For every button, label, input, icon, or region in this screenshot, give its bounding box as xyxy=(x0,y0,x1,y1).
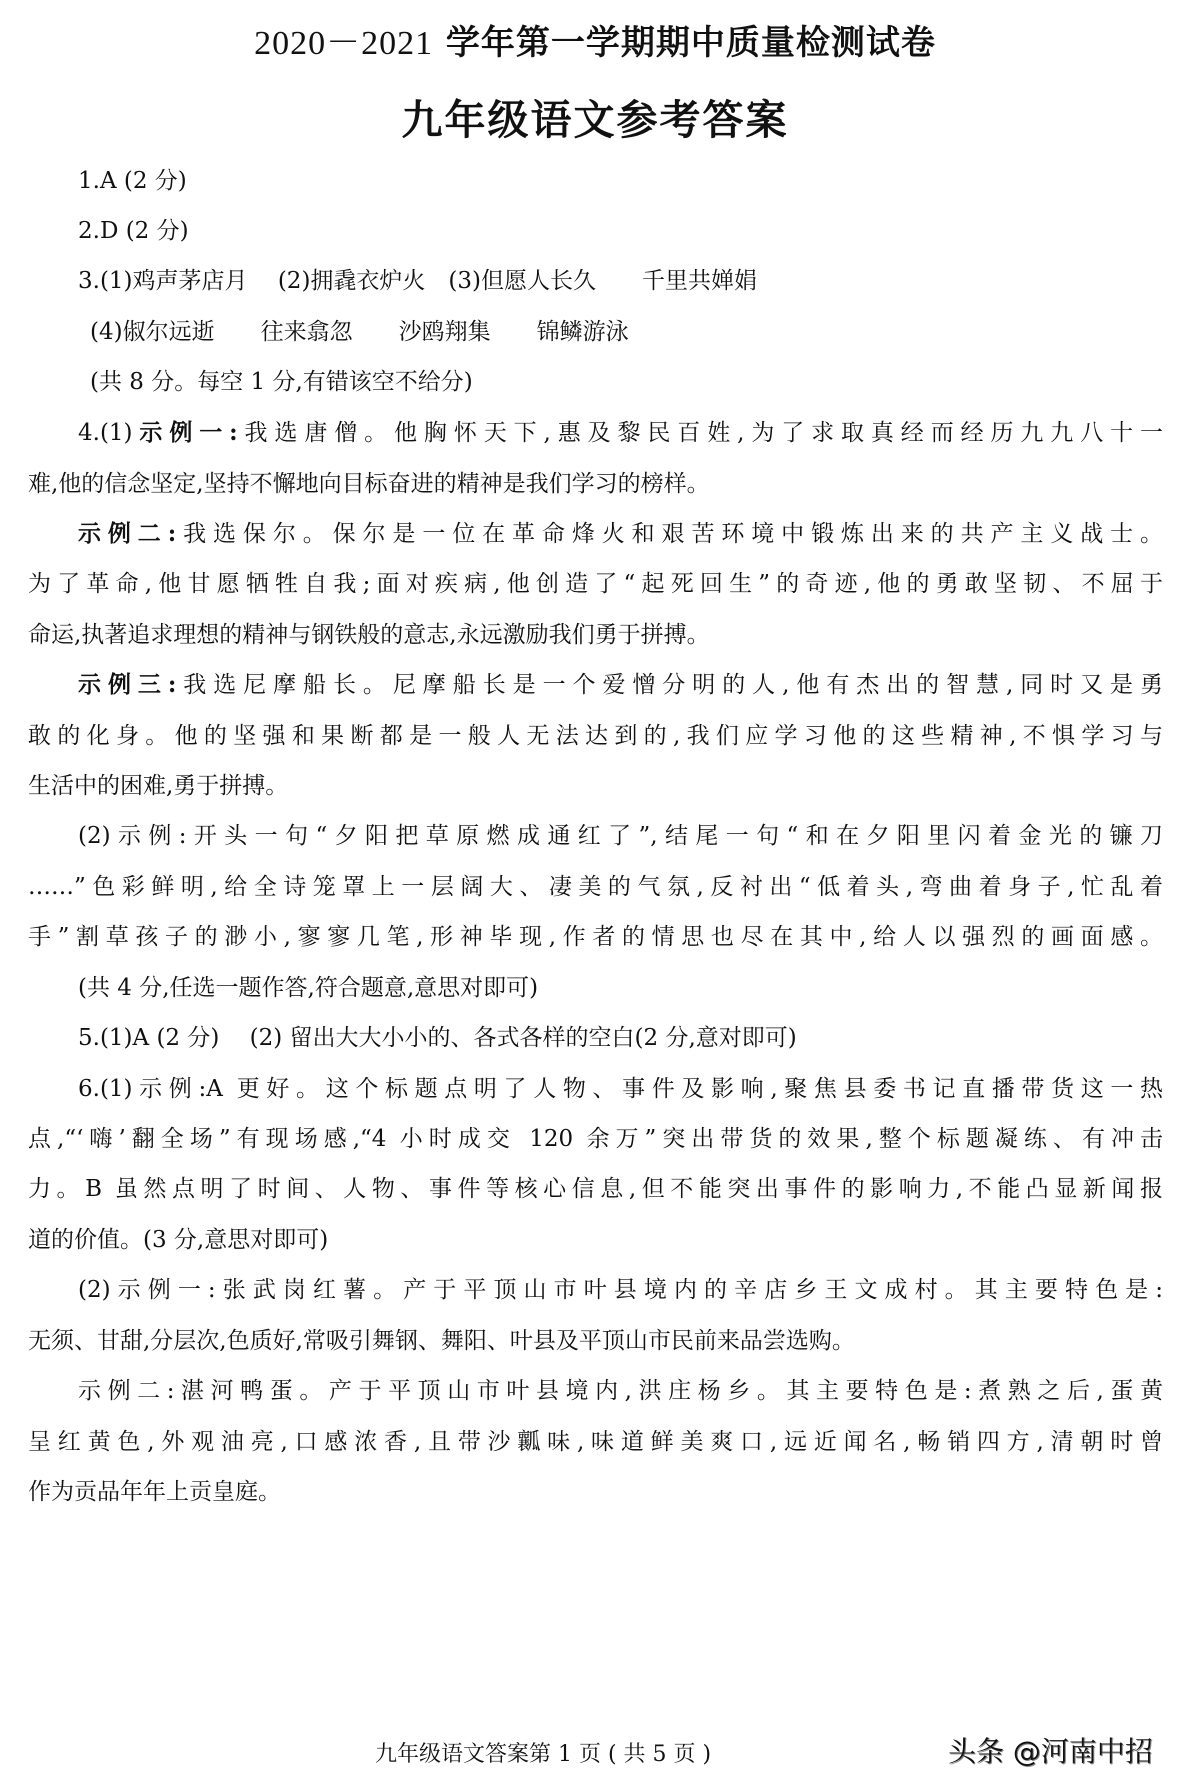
answer-q6-part1-line4: 道的价值。(3 分,意思对即可) xyxy=(28,1227,329,1253)
answer-q3-line2: (4)俶尔远逝 往来翕忽 沙鸥翔集 锦鳞游泳 xyxy=(90,319,629,345)
answer-q6-part3-line3: 作为贡品年年上贡皇庭。 xyxy=(28,1479,281,1505)
answer-q2: 2.D (2 分) xyxy=(78,218,189,244)
page-number-footer: 九年级语文答案第 1 页 ( 共 5 页 ) xyxy=(375,1742,712,1767)
answer-q4-example1-line2: 难,他的信念坚定,坚持不懈地向目标奋进的精神是我们学习的榜样。 xyxy=(28,471,710,497)
answer-q1: 1.A (2 分) xyxy=(78,168,187,194)
answer-q4-part2-line3: 手”割草孩子的渺小,寥寥几笔,形神毕现,作者的情思也尽在其中,给人以强烈的画面感。 xyxy=(28,924,1163,950)
answer-q6-part2-line2: 无须、甘甜,分层次,色质好,常吸引舞钢、舞阳、叶县及平顶山市民前来品尝选购。 xyxy=(28,1328,855,1354)
example1-text: 我选唐僧。他胸怀天下,惠及黎民百姓,为了求取真经而经历九九八十一 xyxy=(237,420,1163,446)
answer-q4-example1-line1 xyxy=(78,415,1163,451)
watermark: 头条 @河南中招 xyxy=(948,1735,1153,1768)
answer-q6-part2-line1: (2)示例一:张武岗红薯。产于平顶山市叶县境内的辛店乡王文成村。其主要特色是: xyxy=(78,1277,1163,1303)
answer-q6-part1-line2: 点,“‘嗨’翻全场”有现场感,“4 小时成交 120 余万”突出带货的效果,整个标题凝练、有冲击 xyxy=(28,1126,1163,1152)
example2-text: 我选保尔。保尔是一位在革命烽火和艰苦环境中锻炼出来的共产主义战士。 xyxy=(176,521,1163,547)
answer-q6-part3-line1: 示例二:湛河鸭蛋。产于平顶山市叶县境内,洪庄杨乡。其主要特色是:煮熟之后,蛋黄 xyxy=(78,1378,1163,1404)
exam-year: 2020－2021 xyxy=(254,25,434,62)
answer-q3-note: (共 8 分。每空 1 分,有错该空不给分) xyxy=(90,369,473,395)
example3-label: 示例三: xyxy=(78,671,177,698)
answer-q6-part1-line1: 6.(1)示例:A 更好。这个标题点明了人物、事件及影响,聚焦县委书记直播带货这一热 xyxy=(78,1076,1163,1102)
answer-q4-example2-line2: 为了革命,他甘愿牺牲自我;面对疾病,他创造了“起死回生”的奇迹,他的勇敢坚韧、不屈于 xyxy=(28,571,1163,597)
answer-q4-note: (共 4 分,任选一题作答,符合题意,意思对即可) xyxy=(78,975,539,1001)
answer-q6-part3-line2: 呈红黄色,外观油亮,口感浓香,且带沙瓤味,味道鲜美爽口,远近闻名,畅销四方,清朝时曾 xyxy=(28,1429,1163,1455)
q4-part-number: 4.(1) xyxy=(78,420,133,446)
answer-q4-part2-line2: ……”色彩鲜明,给全诗笼罩上一层阔大、凄美的气氛,反衬出“低着头,弯曲着身子,忙乱着 xyxy=(28,874,1163,900)
answer-q4-part2-line1: (2)示例:开头一句“夕阳把草原燃成通红了”,结尾一句“和在夕阳里闪着金光的镰刀 xyxy=(78,823,1163,849)
answer-q4-example3-line1 xyxy=(78,667,1163,703)
answer-q3-line1: 3.(1)鸡声茅店月 (2)拥毳衣炉火 (3)但愿人长久 千里共婵娟 xyxy=(78,268,757,294)
exam-title-text: 学年第一学期期中质量检测试卷 xyxy=(445,23,936,63)
answer-q4-example2-line1 xyxy=(78,516,1163,552)
answer-q5: 5.(1)A (2 分) (2) 留出大大小小的、各式各样的空白(2 分,意对即可) xyxy=(78,1025,797,1051)
answer-q4-example3-line3: 生活中的困难,勇于拼搏。 xyxy=(28,773,289,799)
answer-q4-example3-line2: 敢的化身。他的坚强和果断都是一般人无法达到的,我们应学习他的这些精神,不惧学习与 xyxy=(28,723,1163,749)
example3-text: 我选尼摩船长。尼摩船长是一个爱憎分明的人,他有杰出的智慧,同时又是勇 xyxy=(176,672,1163,698)
example2-label: 示例二: xyxy=(78,520,177,547)
answer-q6-part1-line3: 力。B 虽然点明了时间、人物、事件等核心信息,但不能突出事件的影响力,不能凸显新闻报 xyxy=(28,1176,1163,1202)
example1-label: 示例一: xyxy=(132,419,238,446)
page-title: 九年级语文参考答案 xyxy=(401,96,789,144)
exam-title xyxy=(0,18,1190,69)
answer-q4-example2-line3: 命运,执著追求理想的精神与钢铁般的意志,永远激励我们勇于拼搏。 xyxy=(28,622,710,648)
